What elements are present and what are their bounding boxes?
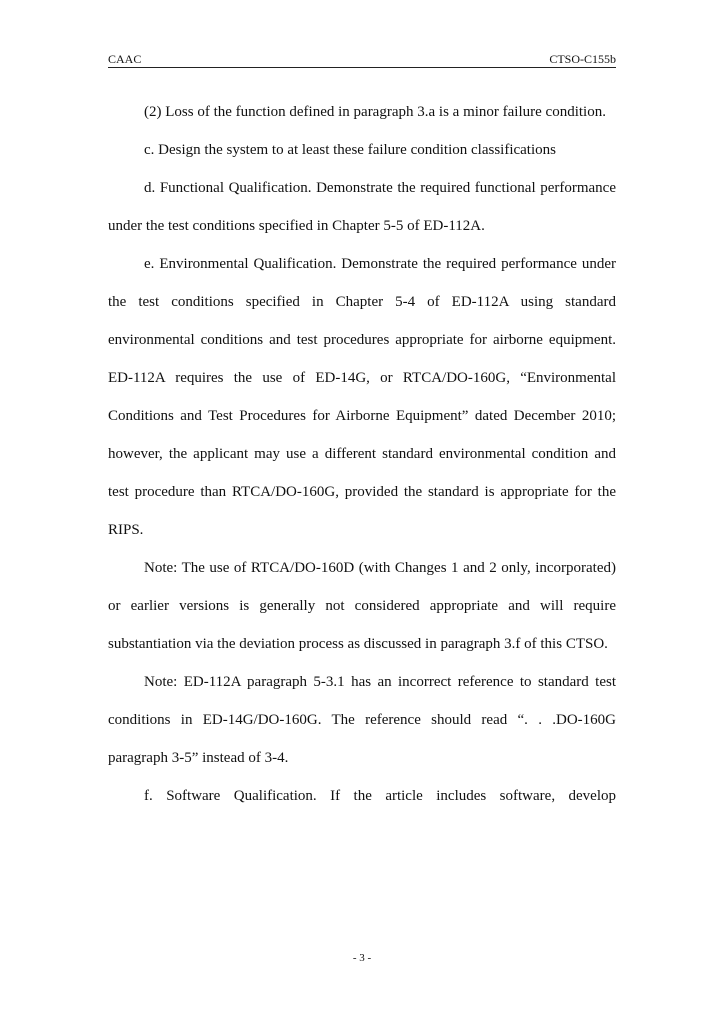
paragraph-software-qualification: f. Software Qualification. If the article includes software, develop bbox=[144, 788, 616, 804]
paragraph-note-do160d: Note: The use of RTCA/DO-160D (with Changes 1 and 2 only, incorporated) or earlier versions is generally not considered appropriate and will require substantiation via the deviation process as discussed in paragraph 3.f of this CTSO. bbox=[108, 560, 616, 652]
paragraph-functional-qualification: d. Functional Qualification. Demonstrate the required functional performance under the test conditions specified in Chapter 5-5 of ED-112A. bbox=[108, 180, 616, 234]
header-left: CAAC bbox=[108, 52, 142, 66]
header-right: CTSO-C155b bbox=[549, 52, 616, 66]
paragraph-note-ed112a: Note: ED-112A paragraph 5-3.1 has an incorrect reference to standard test conditions in ED-14G/DO-160G. The reference should read “. . .DO-160G paragraph 3-5” instead of 3-4. bbox=[108, 674, 616, 766]
page-number: - 3 - bbox=[352, 952, 372, 964]
paragraph-design-classification: c. Design the system to at least these failure condition classifications bbox=[144, 142, 556, 158]
paragraph-loss-of-function: (2) Loss of the function defined in paragraph 3.a is a minor failure condition. bbox=[144, 104, 606, 120]
paragraph-environmental-qualification: e. Environmental Qualification. Demonstrate the required performance under the test conditions specified in Chapter 5-4 of ED-112A using standard environmental conditions and test procedures appropriate for airborne equipment. ED-112A requires the use of ED-14G, or RTCA/DO-160G, “Environmental Conditions and Test Procedures for Airborne Equipment” dated December 2010; however, the applicant may use a different standard environmental condition and test procedure than RTCA/DO-160G, provided the standard is appropriate for the RIPS. bbox=[108, 256, 616, 538]
document-body bbox=[108, 93, 616, 815]
page-header bbox=[108, 52, 616, 68]
